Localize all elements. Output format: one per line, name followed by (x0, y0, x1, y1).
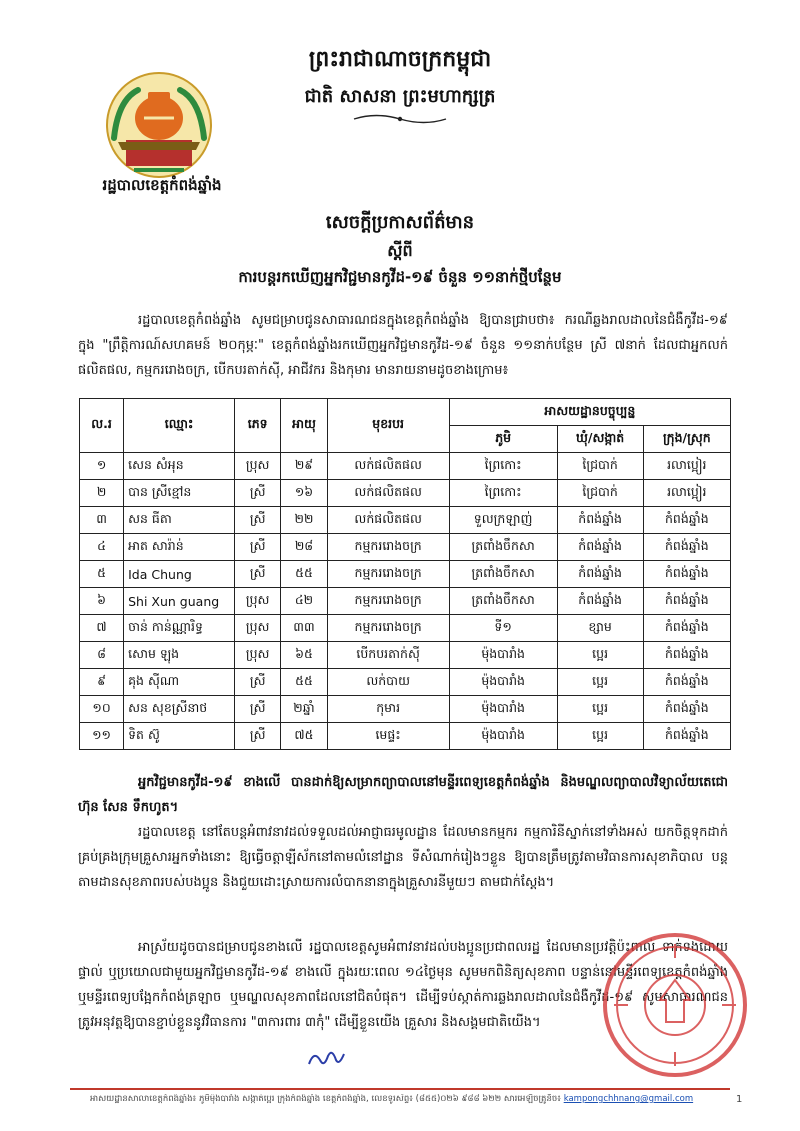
cell-village: ត្រពាំងចឹកសា (449, 534, 557, 561)
official-stamp-icon (600, 930, 750, 1080)
cell-commune: កំពង់ឆ្នាំង (557, 588, 643, 615)
cell-sex: ស្រី (235, 507, 281, 534)
cell-commune: ប្អេរ (557, 642, 643, 669)
table-row (80, 642, 731, 669)
col-header-address: អាសយដ្ឋានបច្ចុប្បន្ន (449, 399, 730, 426)
cell-no: ៩ (80, 669, 124, 696)
cell-village: ត្រពាំងចឹកសា (449, 588, 557, 615)
cell-name: សន ធីតា (124, 507, 235, 534)
cell-name: បាន ស្រីខ្មៅន (124, 480, 235, 507)
cell-job: លក់ផលិតផល (327, 480, 449, 507)
authority-paragraph: រដ្ឋបាលខេត្ត នៅតែបន្តអំពាវនាវដល់ទទួលដល់អាជ្ញាធរមូលដ្ឋាន ដែលមានកម្មករ កម្មការិនីស្នាក់នៅទាំងអស់ យកចិត្តទុកដាក់គ្រប់គ្រងក្រុមគ្រួសារអ្នកទាំងនោះ ឱ្យធ្វើចត្តាឡីស័កនៅតាមលំនៅដ្ឋាន ទីសំណាក់រៀងៗខ្លួន ឱ្យបានត្រឹមត្រូវតាមវិធានការសុខាភិបាល បន្តតាមដានសុខភាពរបស់បងប្អូន និងជួយដោះស្រាយការលំបាកនានាក្នុងគ្រួសារនីមួយៗ តាមជាក់ស្តែង។ (78, 825, 728, 890)
col-header-district: ក្រុង/ស្រុក (643, 426, 730, 453)
table-row (80, 723, 731, 750)
cell-age: ១៦ (281, 480, 327, 507)
cell-village: ម៉ុងបារាំង (449, 669, 557, 696)
cell-village: ម៉ុងបារាំង (449, 723, 557, 750)
cell-commune: ខ្សាម (557, 615, 643, 642)
col-header-commune: ឃុំ/សង្កាត់ (557, 426, 643, 453)
cell-name: គុង ស៊ីណា (124, 669, 235, 696)
cell-no: ៣ (80, 507, 124, 534)
cell-name: សេន សំអុន (124, 453, 235, 480)
cell-district: កំពង់ឆ្នាំង (643, 642, 730, 669)
table-row (80, 696, 731, 723)
cell-commune: ប្អេរ (557, 696, 643, 723)
case-table-body (80, 453, 731, 750)
cell-commune: ប្អេរ (557, 723, 643, 750)
cell-no: ២ (80, 480, 124, 507)
cell-sex: ស្រី (235, 480, 281, 507)
table-row (80, 507, 731, 534)
cell-name: សោម ឡុង (124, 642, 235, 669)
cell-no: ៤ (80, 534, 124, 561)
cell-no: ៦ (80, 588, 124, 615)
cell-age: ២២ (281, 507, 327, 534)
col-header-no: ល.រ (80, 399, 124, 453)
cell-sex: ប្រុស (235, 642, 281, 669)
cell-age: ៣៣ (281, 615, 327, 642)
cell-village: ព្រៃកោះ (449, 453, 557, 480)
cell-commune: ប្អេរ (557, 669, 643, 696)
cell-age: ៦៥ (281, 642, 327, 669)
footer-address (90, 1094, 710, 1106)
cell-no: ៨ (80, 642, 124, 669)
cell-village: ម៉ុងបារាំង (449, 696, 557, 723)
cell-age: ៤២ (281, 588, 327, 615)
cell-district: កំពង់ឆ្នាំង (643, 561, 730, 588)
cell-sex: ស្រី (235, 696, 281, 723)
cell-job: បើកបរតាក់ស៊ី (327, 642, 449, 669)
cell-village: ទួលក្រឡាញ់ (449, 507, 557, 534)
table-row (80, 669, 731, 696)
cell-sex: ស្រី (235, 534, 281, 561)
cell-no: ៧ (80, 615, 124, 642)
col-header-name: ឈ្មោះ (124, 399, 235, 453)
cell-sex: ប្រុស (235, 588, 281, 615)
cell-commune: ជ្រៃបាក់ (557, 480, 643, 507)
cell-commune: ជ្រៃបាក់ (557, 453, 643, 480)
cell-job: កម្មកររោងចក្រ (327, 588, 449, 615)
cell-age: ៧៥ (281, 723, 327, 750)
cell-job: កម្មកររោងចក្រ (327, 561, 449, 588)
national-motto: ជាតិ សាសនា ព្រះមហាក្សត្រ (304, 86, 496, 107)
cell-name: ទិត ស៊ូ (124, 723, 235, 750)
table-row (80, 480, 731, 507)
cell-job: កម្មកររោងចក្រ (327, 534, 449, 561)
cell-village: ត្រពាំងចឹកសា (449, 561, 557, 588)
cell-name: Shi Xun guang (124, 588, 235, 615)
document-about-label: ស្តីពី (387, 241, 413, 260)
table-row (80, 561, 731, 588)
footer-divider (70, 1088, 730, 1090)
cell-district: កំពង់ឆ្នាំង (643, 588, 730, 615)
treatment-paragraph: អ្នកវិជ្ជមានកូវីដ-១៩ ខាងលើ បានដាក់ឱ្យសម្រាកព្យាបាលនៅមន្ទីរពេទ្យខេត្តកំពង់ឆ្នាំង និងមណ្ឌលព្យាបាលវិទ្យាល័យតេជោ ហ៊ុន សែន ទឹកហូត។ (78, 775, 728, 815)
issuing-office: រដ្ឋបាលខេត្តកំពង់ឆ្នាំង (102, 176, 222, 194)
cell-age: ២៨ (281, 534, 327, 561)
cell-no: ១ (80, 453, 124, 480)
document-title: សេចក្តីប្រកាសព័ត៌មាន (325, 212, 475, 233)
cell-name: Ida Chung (124, 561, 235, 588)
cell-district: រលាប្អៀរ (643, 453, 730, 480)
signature-mark-icon (306, 1048, 346, 1070)
cell-job: កម្មកររោងចក្រ (327, 615, 449, 642)
case-table (79, 398, 731, 750)
cell-village: ទី១ (449, 615, 557, 642)
cell-age: ២ឆ្នាំ (281, 696, 327, 723)
cell-age: ៥៥ (281, 561, 327, 588)
table-row (80, 615, 731, 642)
cell-commune: កំពង់ឆ្នាំង (557, 507, 643, 534)
cell-job: លក់ផលិតផល (327, 507, 449, 534)
cell-age: ២៩ (281, 453, 327, 480)
cell-sex: ប្រុស (235, 615, 281, 642)
cell-job: មេផ្ទះ (327, 723, 449, 750)
cell-district: កំពង់ឆ្នាំង (643, 507, 730, 534)
cell-district: កំពង់ឆ្នាំង (643, 615, 730, 642)
cell-village: ម៉ុងបារាំង (449, 642, 557, 669)
cell-district: កំពង់ឆ្នាំង (643, 669, 730, 696)
table-row (80, 453, 731, 480)
cell-name: ចាន់ កាន់ណ្ណារិទ្ធ (124, 615, 235, 642)
cell-district: រលាប្អៀរ (643, 480, 730, 507)
col-header-job: មុខរបរ (327, 399, 449, 453)
cell-job: លក់បាយ (327, 669, 449, 696)
col-header-age: អាយុ (281, 399, 327, 453)
cell-no: ១០ (80, 696, 124, 723)
cell-sex: ស្រី (235, 723, 281, 750)
cell-district: កំពង់ឆ្នាំង (643, 696, 730, 723)
cell-name: អាត សារ៉ាន់ (124, 534, 235, 561)
footer-address-text: អាសយដ្ឋានសាលាខេត្តកំពង់ឆ្នាំង៖ ភូមិម៉ុងបារាំង សង្កាត់ប្អេរ ក្រុងកំពង់ឆ្នាំង ខេត្តកំពង់ឆ្នាំង, លេខទូរស័ព្ទ៖ (៨៥៥)០២៦ ៩៨៨ ៦២២ សារអេឡិចត្រូនិច៖ (90, 1094, 561, 1104)
kingdom-heading: ព្រះរាជាណាចក្រកម្ពុជា (308, 46, 492, 72)
cell-sex: ប្រុស (235, 453, 281, 480)
cell-district: កំពង់ឆ្នាំង (643, 534, 730, 561)
cell-job: លក់ផលិតផល (327, 453, 449, 480)
footer-email-link[interactable]: kampongchhnang@gmail.com (563, 1094, 694, 1104)
cell-village: ព្រៃកោះ (449, 480, 557, 507)
cell-sex: ស្រី (235, 669, 281, 696)
cell-no: ៥ (80, 561, 124, 588)
cell-commune: កំពង់ឆ្នាំង (557, 534, 643, 561)
appeal-paragraph: អាស្រ័យដូចបានជម្រាបជូនខាងលើ រដ្ឋបាលខេត្តសូមអំពាវនាវដល់បងប្អូនប្រជាពលរដ្ឋ ដែលមានប្រវត្តិប៉ះពាល់ ទាក់ទងដោយផ្ទាល់ ឬប្រយោលជាមួយអ្នកវិជ្ជមានកូវីដ-១៩ ខាងលើ ក្នុងរយៈពេល ១៤ថ្ងៃមុន សូមមកពិនិត្យសុខភាព បន្ទាន់នៅមន្ទីរពេទ្យខេត្តកំពង់ឆ្នាំង ឬមន្ទីរពេទ្យបង្អែកកំពង់ត្រឡាច ឬមណ្ឌលសុខភាពដែលនៅជិតបំផុត។ ដើម្បីទប់ស្កាត់ការឆ្លងរាលដាលនៃជំងឺកូវីដ-១៩ សូមសាធារណជន ត្រូវអនុវត្តឱ្យបានខ្ជាប់ខ្លួននូវវិធានការ "៣ការពារ ៣កុំ" ដើម្បីខ្លួនយើង គ្រួសារ និងសង្គមជាតិយើង។ (78, 940, 728, 1030)
cell-age: ៥៥ (281, 669, 327, 696)
table-row (80, 588, 731, 615)
col-header-sex: ភេទ (235, 399, 281, 453)
cell-job: កុមារ (327, 696, 449, 723)
page-number: 1 (736, 1094, 743, 1105)
cell-commune: កំពង់ឆ្នាំង (557, 561, 643, 588)
cell-sex: ស្រី (235, 561, 281, 588)
ornament-divider-icon (352, 112, 448, 126)
intro-paragraph: រដ្ឋបាលខេត្តកំពង់ឆ្នាំង សូមជម្រាបជូនសាធារណជនក្នុងខេត្តកំពង់ឆ្នាំង ឱ្យបានជ្រាបថា៖ ករណីឆ្លងរាលដាលនៃជំងឺកូវីដ-១៩ ក្នុង "ព្រឹត្តិការណ៍សហគមន៍ ២០កុម្ភៈ" ខេត្តកំពង់ឆ្នាំងរកឃើញអ្នកវិជ្ជមានកូវីដ-១៩ ចំនួន ១១នាក់បន្ថែម ស្រី ៧នាក់ ដែលជាអ្នកលក់ផលិតផល, កម្មកររោងចក្រ, បើកបរតាក់ស៊ី, អាជីវករ និងកុមារ មានរាយនាមដូចខាងក្រោម៖ (78, 313, 728, 378)
cell-district: កំពង់ឆ្នាំង (643, 723, 730, 750)
cell-name: សន សុខស្រីនាថ (124, 696, 235, 723)
table-row (80, 534, 731, 561)
col-header-village: ភូមិ (449, 426, 557, 453)
document-subject: ការបន្តរកឃើញអ្នកវិជ្ជមានកូវីដ-១៩ ចំនួន ១១នាក់ថ្មីបន្ថែម (238, 268, 562, 286)
cell-no: ១១ (80, 723, 124, 750)
provincial-seal-icon (104, 70, 214, 180)
